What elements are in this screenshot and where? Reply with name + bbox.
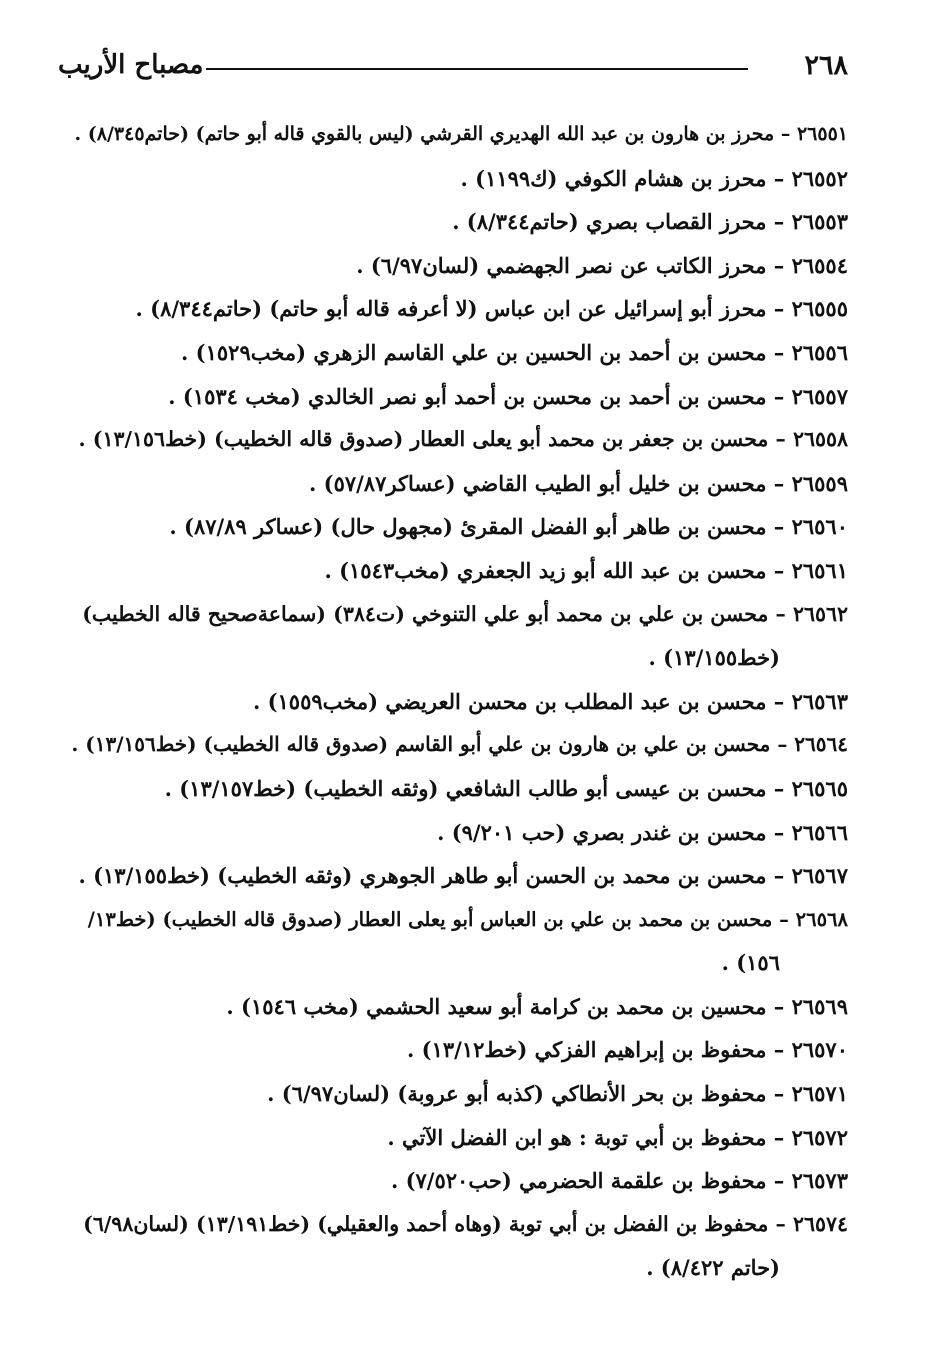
entry-continuation-line: ١٥٦) .: [721, 950, 780, 976]
entry-line: ٢٦٥٥٢ – محرز بن هشام الكوفي (ك١١٩٩) .: [460, 165, 848, 191]
entry-line: ٢٦٥٦١ – محسن بن عبد الله أبو زيد الجعفري (مخب١٥٤٣) .: [324, 557, 848, 583]
entry-line: ٢٦٥٥٥ – محرز أبو إسرائيل عن ابن عباس (لا أعرفه قاله أبو حاتم) (حاتم٨/٣٤٤) .: [135, 296, 848, 322]
entry: [70, 113, 848, 157]
entry-continuation-line: (خط١٣/١٥٥) .: [648, 645, 780, 671]
entry: [70, 375, 848, 419]
entry: [70, 811, 848, 855]
entry-line: ٢٦٥٥٤ – محرز الكاتب عن نصر الجهضمي (لسان٦/٩٧) .: [356, 252, 848, 278]
entry-line: ٢٦٥٥٧ – محسن بن أحمد بن محسن بن أحمد أبو نصر الخالدي (مخب ١٥٣٤) .: [168, 383, 848, 409]
entry-line: ٢٦٥٦٦ – محسن بن غندر بصري (حب ٩/٢٠١) .: [437, 819, 848, 845]
entry: [70, 593, 848, 680]
entry: [70, 418, 848, 462]
entry-line: ٢٦٥٦٤ – محسن بن علي بن هارون بن علي أبو القاسم (صدوق قاله الخطيب) (خط١٣/١٥٦) .: [71, 732, 848, 757]
entry-line: ٢٦٥٥٩ – محسن بن خليل أبو الطيب القاضي (عساكر٥٧/٨٧) .: [309, 470, 848, 496]
entry-line: ٢٦٥٦٧ – محسن بن محمد بن الحسن أبو طاهر الجوهري (وثقه الخطيب) (خط١٣/١٥٥) .: [78, 863, 848, 889]
entry: [70, 1072, 848, 1116]
entry: [70, 549, 848, 593]
entry: [70, 1203, 848, 1290]
entry-line: ٢٦٥٦٨ – محسن بن محمد بن علي بن العباس أبو يعلى العطار (صدوق قاله الخطيب) (خط١٣/: [87, 907, 848, 931]
entry: [70, 200, 848, 244]
entry: [70, 462, 848, 506]
book-title: مصباح الأريب: [58, 50, 204, 80]
entry: [70, 244, 848, 288]
entry: [70, 1116, 848, 1160]
entry-line: ٢٦٥٦٣ – محسن بن عبد المطلب بن محسن العريضي (مخب١٥٥٩) .: [252, 688, 848, 714]
entry: [70, 898, 848, 985]
entry-line: ٢٦٥٥٣ – محرز القصاب بصري (حاتم٨/٣٤٤) .: [452, 209, 848, 235]
entry: [70, 1159, 848, 1203]
entry-line: ٢٦٥٥٦ – محسن بن أحمد بن الحسين بن علي القاسم الزهري (مخب١٥٢٩) .: [181, 339, 848, 365]
entry: [70, 331, 848, 375]
header-rule: [206, 68, 748, 70]
entry: [70, 157, 848, 201]
entry-line: ٢٦٥٦٥ – محسن بن عيسى أبو طالب الشافعي (وثقه الخطيب) (خط١٣/١٥٧) .: [164, 775, 848, 801]
entry: [70, 767, 848, 811]
entry: [70, 723, 848, 767]
entry-line: ٢٦٥٧١ – محفوظ بن بحر الأنطاكي (كذبه أبو عروبة) (لسان٦/٩٧) .: [267, 1081, 848, 1107]
entry-line: ٢٦٥٦٢ – محسن بن علي بن محمد أبو علي التنوخي (ت٣٨٤) (سماعةصحيح قاله الخطيب): [82, 601, 848, 626]
entry-line: ٢٦٥٥٨ – محسن بن جعفر بن محمد أبو يعلى العطار (صدوق قاله الخطيب) (خط١٣/١٥٦) .: [78, 427, 848, 452]
entry-line: ٢٦٥٦٠ – محسن بن طاهر أبو الفضل المقرئ (مجهول حال) (عساكر ٨٧/٨٩) .: [169, 514, 848, 540]
entry-line: ٢٦٥٥١ – محرز بن هارون بن عبد الله الهديري القرشي (ليس بالقوي قاله أبو حاتم) (حاتم٨/٣٤٥) .: [74, 123, 848, 145]
entry: [70, 505, 848, 549]
entry: [70, 1028, 848, 1072]
page-number: ٢٦٨: [804, 50, 848, 81]
entry-continuation-line: (حاتم ٨/٤٢٢) .: [646, 1255, 780, 1281]
entry-line: ٢٦٥٧٣ – محفوظ بن علقمة الحضرمي (حب٧/٥٢٠) .: [390, 1168, 848, 1194]
entry: [70, 680, 848, 724]
entry-line: ٢٦٥٧٤ – محفوظ بن الفضل بن أبي توبة (وهاه أحمد والعقيلي) (خط١٣/١٩١) (لسان٦/٩٨): [83, 1211, 848, 1236]
entry-line: ٢٦٥٧٠ – محفوظ بن إبراهيم الفزكي (خط١٣/١٢) .: [407, 1037, 848, 1063]
entry-list: [70, 113, 848, 1290]
entry: [70, 985, 848, 1029]
entry-line: ٢٦٥٧٢ – محفوظ بن أبي توبة : هو ابن الفضل الآتي .: [387, 1124, 848, 1150]
entry: [70, 287, 848, 331]
entry: [70, 854, 848, 898]
page-header: [58, 44, 848, 88]
entry-line: ٢٦٥٦٩ – محسين بن محمد بن كرامة أبو سعيد الحشمي (مخب ١٥٤٦) .: [226, 993, 848, 1019]
